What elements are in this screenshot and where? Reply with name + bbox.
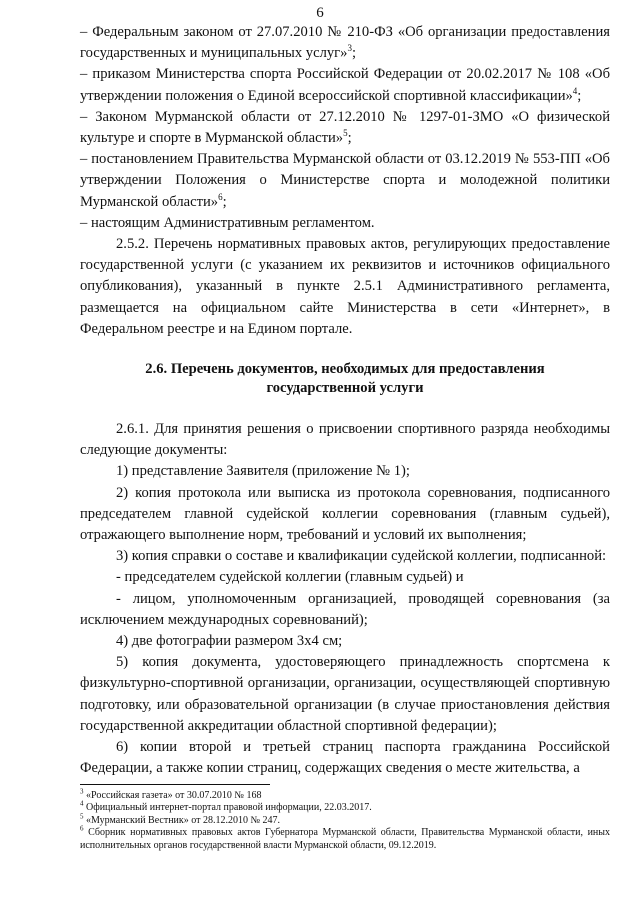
page-number: 6 [316, 5, 324, 21]
footnote-text: Официальный интернет-портал правовой информации, 22.03.2017. [86, 802, 372, 814]
footnote-number: 6 [80, 824, 84, 833]
footnote-text: «Российская газета» от 30.07.2010 № 168 [86, 790, 262, 801]
signatory-item: - председателем судейской коллегии (главным судьей) и [116, 569, 464, 586]
document-body [80, 22, 610, 780]
footnote [80, 787, 610, 802]
document-list-item: 2) копия протокола или выписка из протокола соревнования, подписанного председателем главной судейской коллегии соревнования (главным судьей), отражающего выполнение норм, требований и условий их выполнения; [80, 484, 610, 544]
signatory-item: - лицом, уполномоченным организацией, проводящей соревнования (за исключением международных соревнований); [80, 590, 610, 628]
footnote [80, 824, 611, 852]
footnote-text: «Мурманский Вестник» от 28.12.2010 № 247. [86, 814, 281, 826]
footnote-text: Сборник нормативных правовых актов Губернатора Мурманской области, Правительства Мурманской области, иных исполнительных органов государственной власти Мурманской области, 09.12.2019. [80, 827, 611, 851]
footnotes [80, 787, 611, 852]
legal-act-text: – приказом Министерства спорта Российской Федерации от 20.02.2017 № 108 «Об утверждении положения о Единой всероссийской спортивной классификации» [80, 66, 610, 104]
footnote-ref: 4 [572, 85, 578, 96]
footnote-ref: 5 [343, 128, 348, 139]
footnote-number: 3 [80, 787, 84, 796]
document-list-item: 5) копия документа, удостоверяющего принадлежность спортсмена к физкультурно-спортивной организации, организации, осуществляющей спортивную подготовку, или образовательной организации (в случае приостановления действия государственной аккредитации областной спортивной федерации); [80, 654, 610, 734]
legal-act-text: – настоящим Административным регламентом. [80, 214, 375, 231]
footnote-number: 5 [80, 812, 84, 821]
legal-act-item: – приказом Министерства спорта Российской Федерации от 20.02.2017 № 108 «Об утверждении положения о Единой всероссийской спортивной классификации»$^4$; [80, 66, 610, 104]
footnote [80, 812, 610, 827]
legal-act-item: – постановлением Правительства Мурманской области от 03.12.2019 № 553-ПП «Об утверждении Положения о Министерстве спорта и молодежной политики Мурманской области»$^6$; [80, 151, 610, 210]
document-list-item: 6) копии второй и третьей страниц паспорта гражданина Российской Федерации, а также копии страниц, содержащих сведения о месте жительства, а [80, 739, 610, 777]
legal-act-item: – Законом Мурманской области от 27.12.2010 № 1297-01-ЗМО «О физической культуре и спорте в Мурманской области»$^5$; [80, 108, 610, 147]
legal-act-text: – Федеральным законом от 27.07.2010 № 210-ФЗ «Об организации предоставления государственных и муниципальных услуг» [80, 24, 610, 62]
paragraph-2-6-1: 2.6.1. Для принятия решения о присвоении спортивного разряда необходимы следующие документы: [80, 421, 610, 459]
legal-act-item [80, 213, 610, 234]
legal-act-item: – Федеральным законом от 27.07.2010 № 210-ФЗ «Об организации предоставления государственных и муниципальных услуг»$^3$; [80, 24, 610, 62]
legal-act-text: – Законом Мурманской области от 27.12.2010 № 1297-01-ЗМО «О физической культуре и спорте в Мурманской области» [80, 108, 610, 147]
footnote-ref: 6 [218, 191, 223, 202]
section-heading-line: государственной услуги [266, 380, 424, 397]
paragraph-2-5-2: 2.5.2. Перечень нормативных правовых актов, регулирующих предоставление государственной услуги (с указанием их реквизитов и источников официального опубликования), указанный в пункте 2.5.1 Административного регламента, размещается на официальном сайте Министерства в сети «Интернет», в Федеральном реестре и на Едином портале. [80, 236, 610, 337]
document-list-item: 1) представление Заявителя (приложение № 1); [116, 463, 410, 480]
footnote-number: 4 [80, 800, 84, 809]
footnote-separator [80, 784, 270, 785]
document-list-item: 3) копия справки о составе и квалификации судейской коллегии, подписанной: [116, 548, 607, 565]
legal-act-text: – постановлением Правительства Мурманской области от 03.12.2019 № 553-ПП «Об утверждении Положения о Министерстве спорта и молодежной политики Мурманской области» [80, 151, 610, 210]
section-heading-line: 2.6. Перечень документов, необходимых для предоставления [145, 361, 545, 378]
section-heading [80, 360, 610, 398]
footnote-ref: 3 [347, 43, 352, 54]
footnote [80, 802, 610, 814]
document-list-item: 4) две фотографии размером 3x4 см; [116, 633, 343, 650]
